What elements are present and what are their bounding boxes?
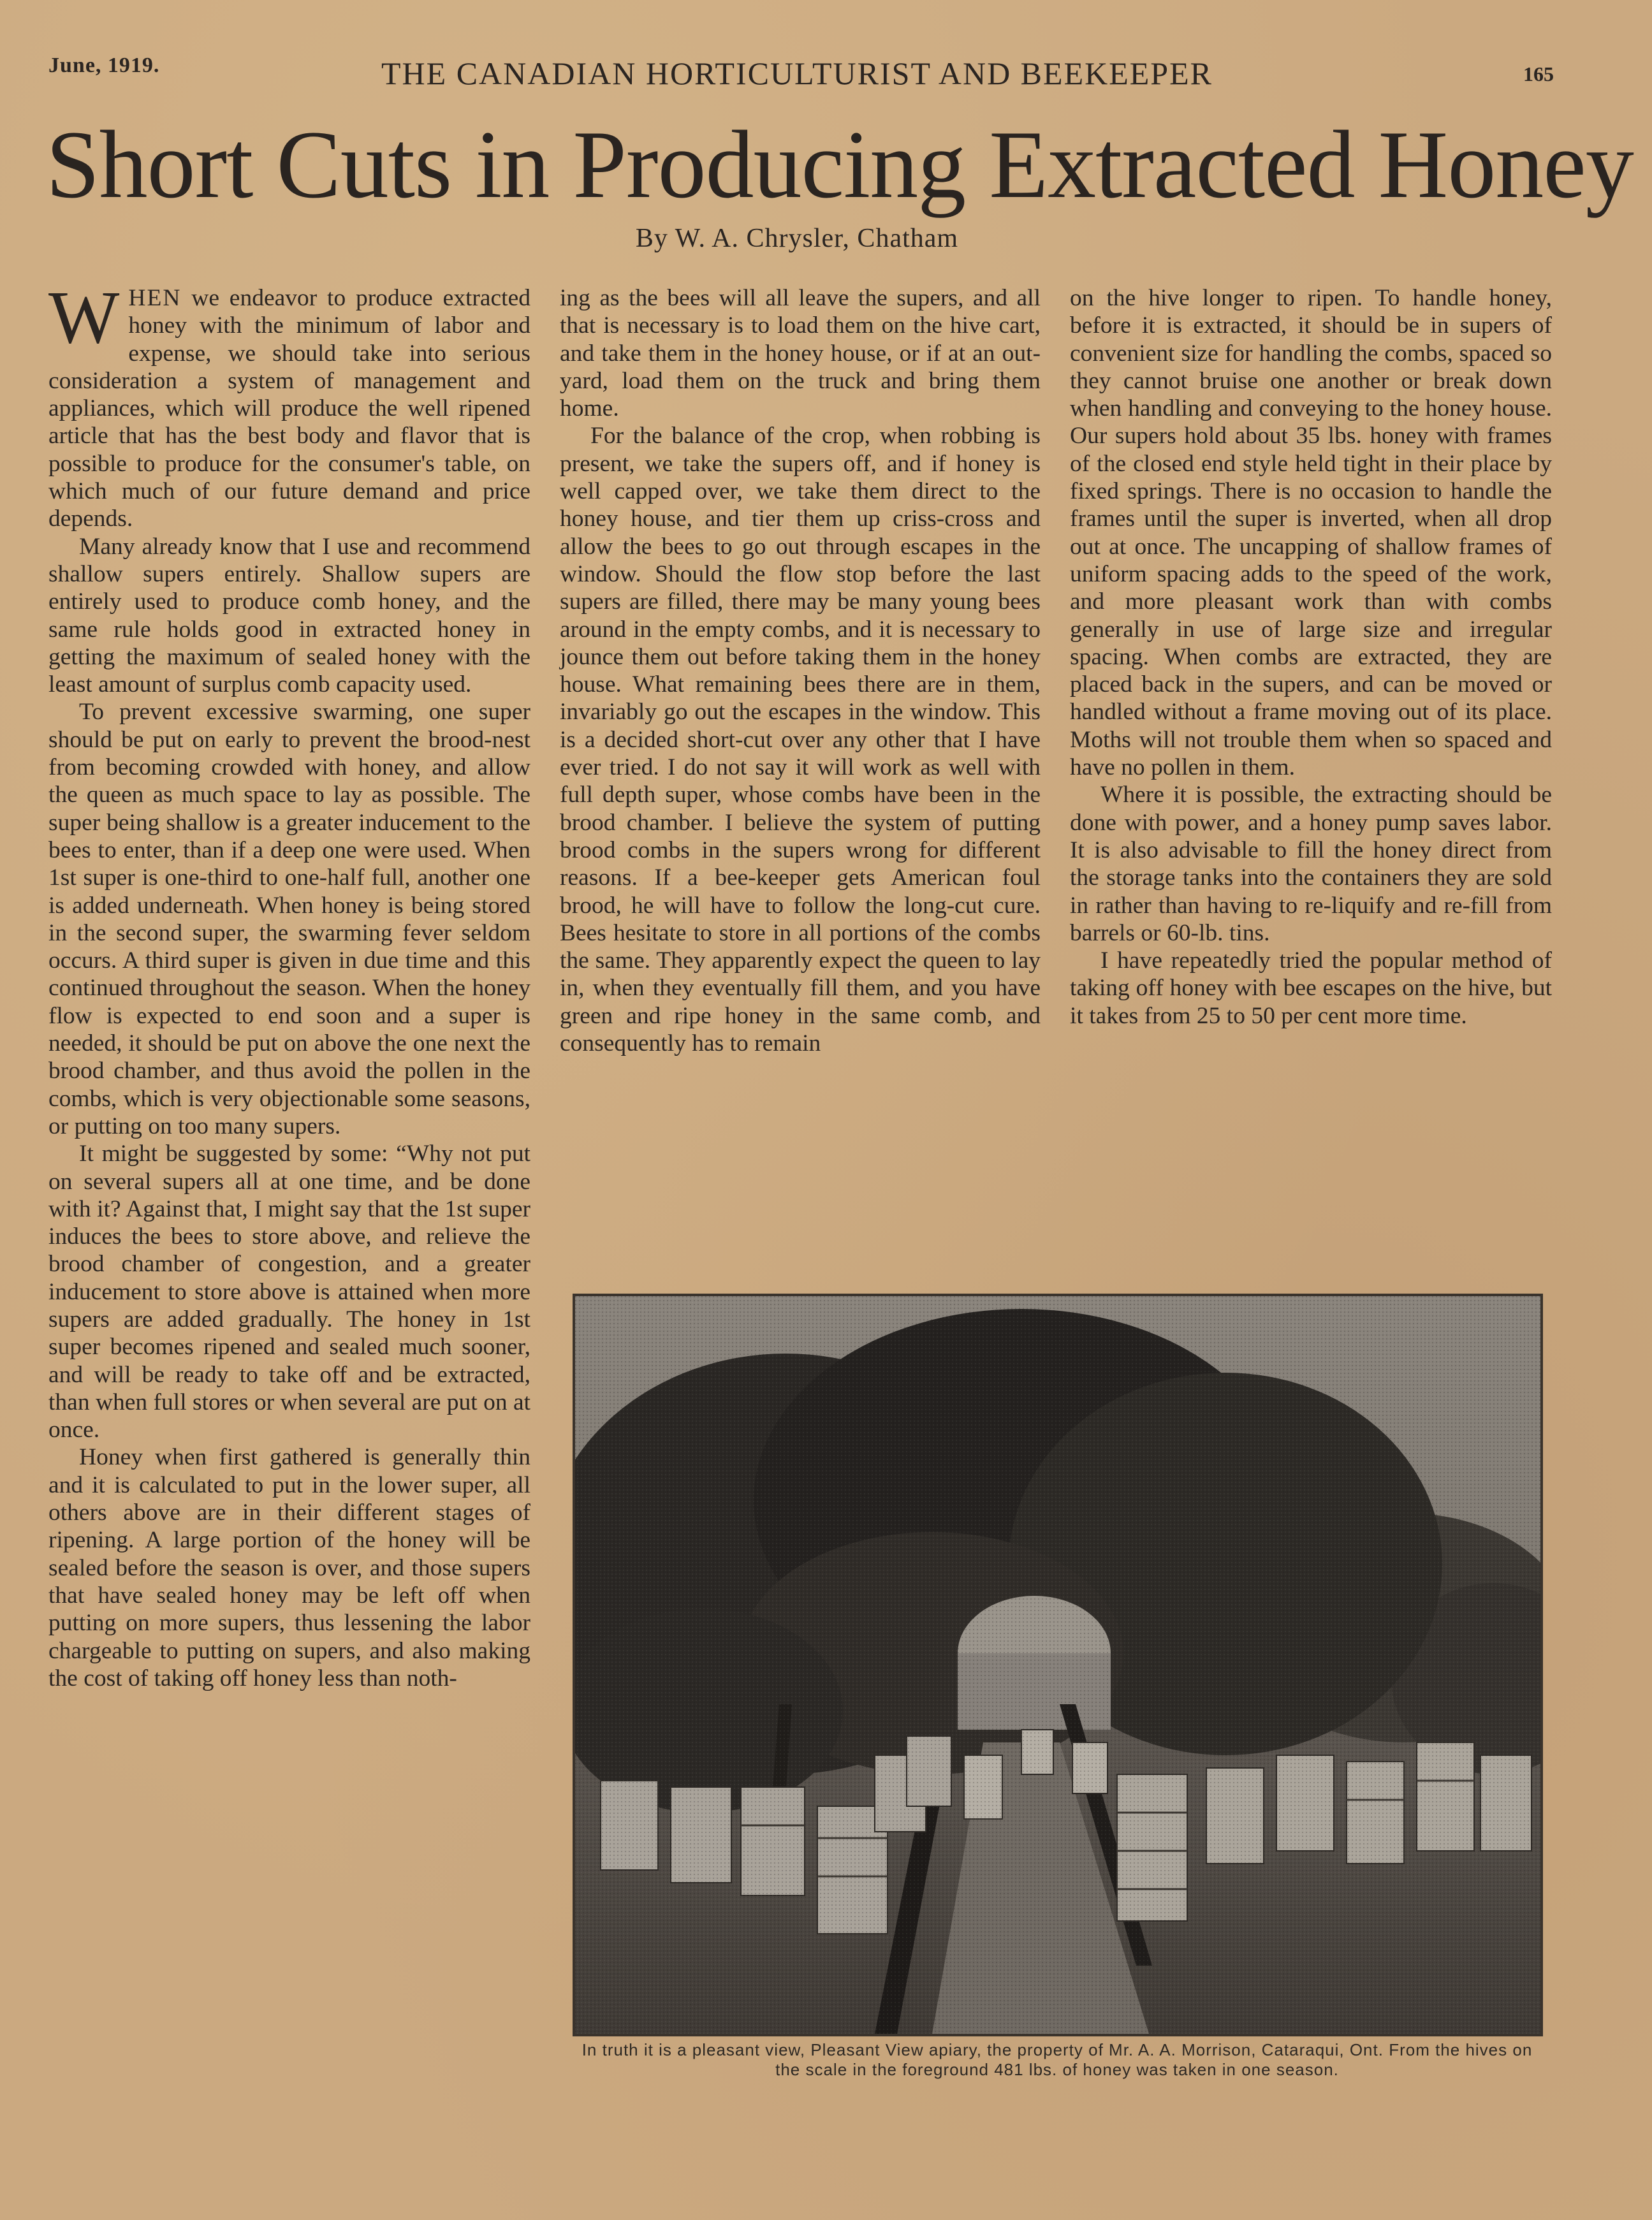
- article-paragraph: For the balance of the crop, when robbing is present, we take the supers off, and if honey is well capped over, we take them direct to the honey house, and tier them up criss-cross and allow the bees to go out through escapes in the window. Should the flow stop before the last supers are filled, there may be many young bees around in the empty combs, and it is necessary to jounce them out before taking them in the honey house. What remaining bees there are in them, invariably go out the escapes in the window. This is a decided short-cut over any other that I have ever tried. I do not say it will work as well with full depth super, whose combs have been in the brood chamber. I believe the system of putting brood combs in the supers wrong for different reasons. If a bee-keeper gets American foul brood, he will have to follow the long-cut cure. Bees hesitate to store in all portions of the combs the same. They apparently expect the queen to lay in, when they eventually fill them, and you have green and ripe honey in the same comb, and consequently has to remain: [560, 423, 1041, 1057]
- apiary-photograph: [573, 1294, 1543, 2036]
- article-column-1: [48, 275, 531, 1692]
- article-column-2: [560, 284, 1041, 1057]
- article-paragraph: ing as the bees will all leave the supers, and all that is necessary is to load them on the hive cart, and take them in the honey house, or if at an out-yard, load them on the truck and bring them home.: [560, 285, 1041, 422]
- article-byline: By W. A. Chrysler, Chatham: [635, 224, 959, 253]
- article-title: Short Cuts in Producing Extracted Honey: [46, 111, 1634, 218]
- issue-date: June, 1919.: [48, 54, 160, 77]
- article-paragraph: I have repeatedly tried the popular method of taking off honey with bee escapes on the hive, but it takes from 25 to 50 per cent more time.: [1070, 947, 1552, 1029]
- lead-smallcaps: HEN: [128, 285, 182, 311]
- article-paragraph: [48, 275, 530, 533]
- photo-caption: In truth it is a pleasant view, Pleasant View apiary, the property of Mr. A. A. Morrison, Cataraqui, Ont. From the hives on the scale in the foreground 481 lbs. of honey was taken in one season.: [581, 2040, 1533, 2079]
- article-column-3: [1070, 284, 1552, 1030]
- paragraph-text: we endeavor to produce extracted honey with the minimum of labor and expense, we should take into serious consideration a system of management and appliances, which will produce the well ripened article that has the best body and flavor that is possible to produce for the consumer's table, on which much of our future demand and price depends.: [48, 285, 530, 532]
- article-paragraph: on the hive longer to ripen. To handle honey, before it is extracted, it should be in supers of convenient size for handling the combs, spaced so they cannot bruise one another or break down when handling and conveying to the honey house. Our supers hold about 35 lbs. honey with frames of the closed end style held tight in their place by fixed springs. There is no occasion to handle the frames until the super is inverted, when all drop out at once. The uncapping of shallow frames of uniform spacing adds to the speed of the work, and more pleasant work than with combs generally in use of large size and irregular spacing. When combs are extracted, they are placed back in the supers, and can be moved or handled without a frame moving out of its place. Moths will not trouble them when so spaced and have no pollen in them.: [1070, 285, 1552, 781]
- article-paragraph: To prevent excessive swarming, one super should be put on early to prevent the brood-nest from becoming crowded with honey, and allow the queen as much space to lay as possible. The super being shallow is a greater inducement to the bees to enter, than if a deep one were used. When 1st super is one-third to one-half full, another one is added underneath. When honey is being stored in the second super, the swarming fever seldom occurs. A third super is given in due time and this continued throughout the season. When the honey flow is expected to end soon and a super is needed, it should be put on above the one next the brood chamber, and thus avoid the pollen in the combs, which is very objectionable some seasons, or putting on too many supers.: [48, 699, 530, 1139]
- article-paragraph: Honey when first gathered is generally thin and it is calculated to put in the lower super, all others above are in their different stages of ripening. A large portion of the honey will be sealed before the season is over, and those supers that have sealed honey may be left off when putting on more supers, thus lessening the labor chargeable to putting on supers, and also making the cost of taking off honey less than noth-: [48, 1444, 530, 1691]
- article-paragraph: Where it is possible, the extracting should be done with power, and a honey pump saves labor. It is also advisable to fill the honey direct from the storage tanks into the containers they are sold in rather than having to re-liquify and re-fill from barrels or 60-lb. tins.: [1070, 782, 1552, 946]
- publication-title: THE CANADIAN HORTICULTURIST AND BEEKEEPER: [381, 55, 1213, 91]
- article-paragraph: It might be suggested by some: “Why not put on several supers all at one time, and be done with it? Against that, I might say that the 1st super induces the bees to store above, and relieve the brood chamber of congestion, and a greater inducement to store above is attained when more supers are added gradually. The honey in 1st super becomes ripened and sealed much sooner, and will be ready to take off and be extracted, than when full stores or when several are put on at once.: [48, 1141, 531, 1443]
- article-paragraph: Many already know that I use and recommend shallow supers entirely. Shallow supers are entirely used to produce comb honey, and the same rule holds good in extracted honey in getting the maximum of sealed honey with the least amount of surplus comb capacity used.: [48, 533, 530, 698]
- page-number: 165: [1523, 62, 1554, 85]
- apiary-photo-illustration: [575, 1296, 1540, 2034]
- drop-cap: W: [48, 275, 120, 359]
